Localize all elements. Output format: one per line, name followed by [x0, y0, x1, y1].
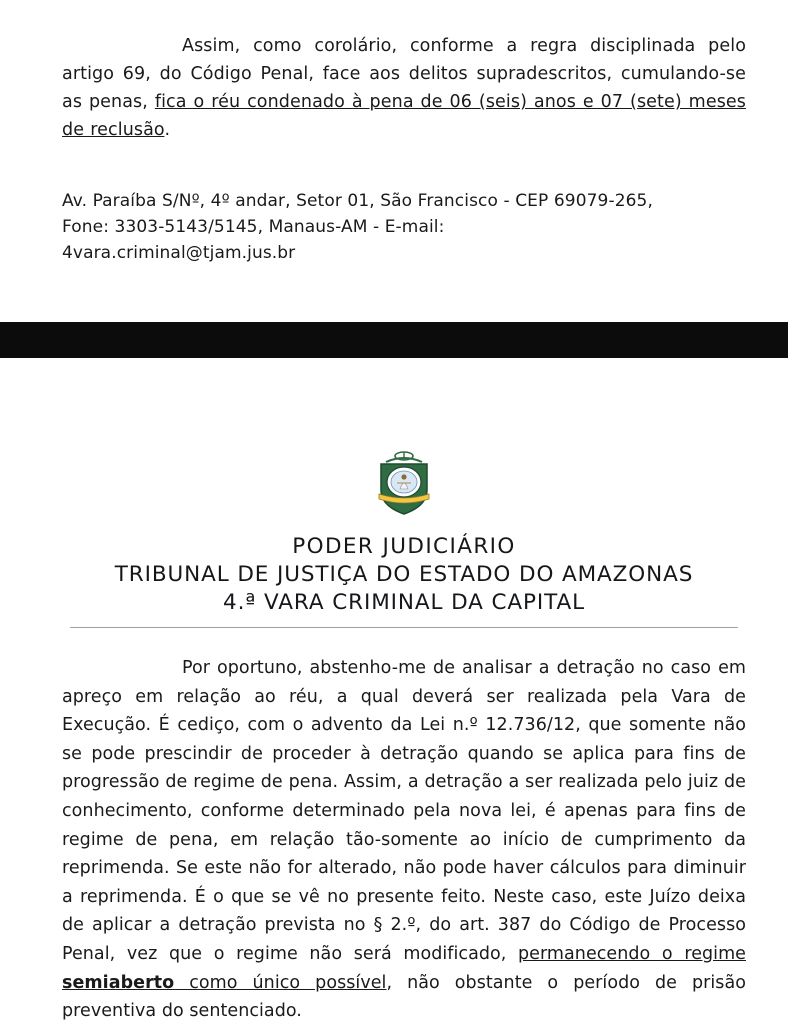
sentence-paragraph — [62, 32, 746, 144]
header-tribunal-justica: TRIBUNAL DE JUSTIÇA DO ESTADO DO AMAZONAS — [114, 562, 694, 587]
address-line-1: Av. Paraíba S/Nº, 4º andar, Setor 01, São Francisco - CEP 69079-265, — [62, 191, 653, 211]
header-poder-judiciario: PODER JUDICIÁRIO — [292, 534, 516, 559]
body-underlined-semiaberto: semiaberto — [62, 972, 175, 993]
bottom-page — [0, 358, 788, 1026]
detracao-paragraph — [62, 654, 746, 1026]
clipped-text-line — [62, 0, 746, 14]
body-text-part-b: , não obstante o período de prisão preventiva do sentenciado. — [62, 972, 746, 1022]
tjam-coat-of-arms-icon — [373, 450, 435, 516]
address-email-line: 4vara.criminal@tjam.jus.br — [62, 243, 296, 263]
body-underlined-regime: permanecendo o regime — [518, 943, 746, 964]
court-address-block — [62, 188, 746, 266]
address-line-2: Fone: 3303-5143/5145, Manaus-AM - E-mail: — [62, 217, 445, 237]
body-text-part-a: Por oportuno, abstenho-me de analisar a detração no caso em apreço em relação ao réu, a qual deverá ser realizada pela Vara de Execução. É cediço, com o advento da Lei n.º 12.736/12, que somente não se pode prescindir de proceder à detração quando se aplica para fins de progressão de regime de pena. Assim, a detração a ser realizada pelo juiz de conhecimento, conforme determinado pela nova lei, é apenas para fins de regime de pena, em relação tão-somente ao início de cumprimento da reprimenda. Se este não for alterado, não pode haver cálculos para diminuir a reprimenda. É o que se vê no presente feito. Neste caso, este Juízo deixa de aplicar a detração prevista no § 2.º, do art. 387 do Código de Processo Penal, vez que o regime não será modificado, — [62, 658, 746, 964]
sentence-text-part-b: . — [164, 120, 171, 140]
sentence-underlined-text: fica o réu condenado à pena de 06 (seis) anos e 07 (sete) meses de reclusão — [62, 92, 746, 140]
header-divider — [70, 627, 738, 628]
document-header — [62, 534, 746, 628]
crest-container — [62, 358, 746, 520]
page-separator-band — [0, 322, 788, 358]
header-vara-criminal: 4.ª VARA CRIMINAL DA CAPITAL — [222, 590, 585, 615]
body-underlined-unico-possivel: como único possível — [174, 972, 387, 993]
top-page-fragment — [0, 0, 788, 266]
sentence-text-part-a: Assim, como corolário, conforme a regra disciplinada pelo artigo 69, do Código Penal, face aos delitos supradescritos, cumulando-se as penas, — [62, 36, 746, 112]
